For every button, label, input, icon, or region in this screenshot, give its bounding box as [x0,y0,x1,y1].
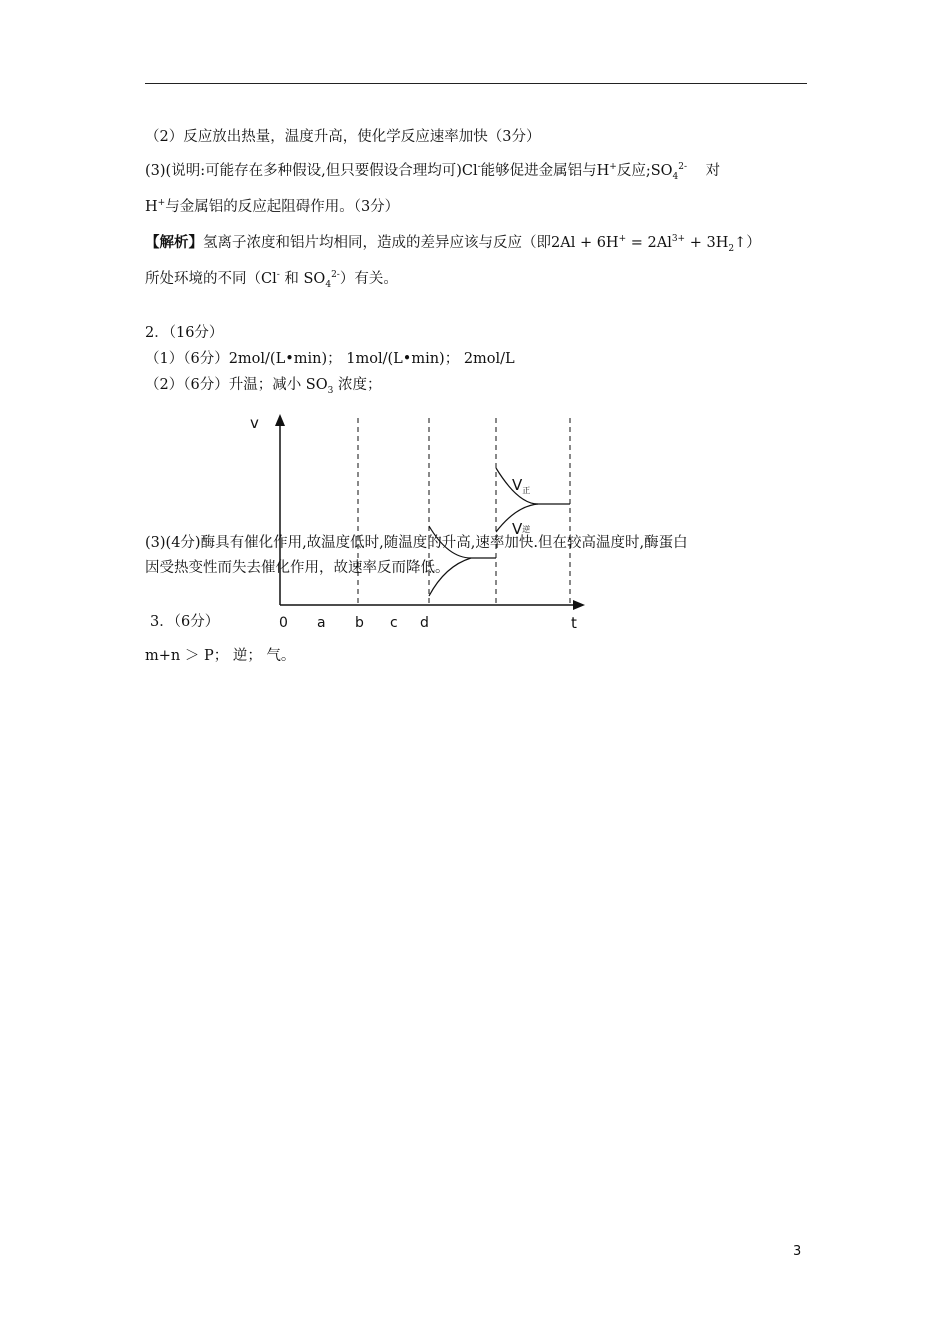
question-2-part-1: （1）（6分）2mol/(L•min)； 1mol/(L•min)； 2mol/L [145,351,515,367]
question-2-part-2: （2）（6分）升温；减小 $SO_3$ 浓度； [145,377,382,396]
question-3-answer: m+n ＞ P； 逆； 气。 [145,648,296,664]
analysis-line-1: 【解析】氢离子浓度和铝片均相同，造成的差异应该与反应（即$2Al + 6H^+ = 2Al^{3+}$ + $3H_2↑$） [145,234,761,254]
page-number: 3 [793,1244,802,1259]
y-axis-label: v [250,414,259,432]
x-axis-arrow [573,600,585,610]
question-2-part-3-line-2: 因受热变性而失去催化作用，故速率反而降低。 [145,560,450,576]
answer-1-part-2: （2）反应放出热量，温度升高，使化学反应速率加快（3分） [145,129,541,145]
question-2-part-3-line-1: (3)(4分)酶具有催化作用,故温度低时,随温度的升高,速率加快.但在较高温度时,酶蛋白 [145,535,688,551]
v-reverse-label: V逆 [512,520,531,538]
y-axis-arrow [275,414,285,426]
tick-0: 0 [279,615,288,631]
v-forward-label: $V_正$ [512,476,531,495]
analysis-line-2: 所处环境的不同（Cl- 和 $SO_4^{2-}$）有关。 [145,270,398,290]
rate-time-diagram [240,408,600,638]
header-rule [145,83,807,84]
answer-1-part-3-line-2: H+与金属铝的反应起阻碍作用。（3分） [145,198,400,215]
question-3-heading: 3．（6分） [150,614,220,630]
answer-1-part-3-line-1: (3)(说明:可能存在多种假设,但只要假设合理均可)Cl-能够促进金属铝与H+反应$;SO_4^{2-}$ 对 [145,162,721,182]
question-2-heading: 2．（16分） [145,325,224,341]
tick-d: d [420,615,429,631]
tick-a: a [317,615,326,631]
tick-c: c [390,615,398,631]
x-axis-label: t [571,614,577,632]
tick-b: b [355,615,364,631]
